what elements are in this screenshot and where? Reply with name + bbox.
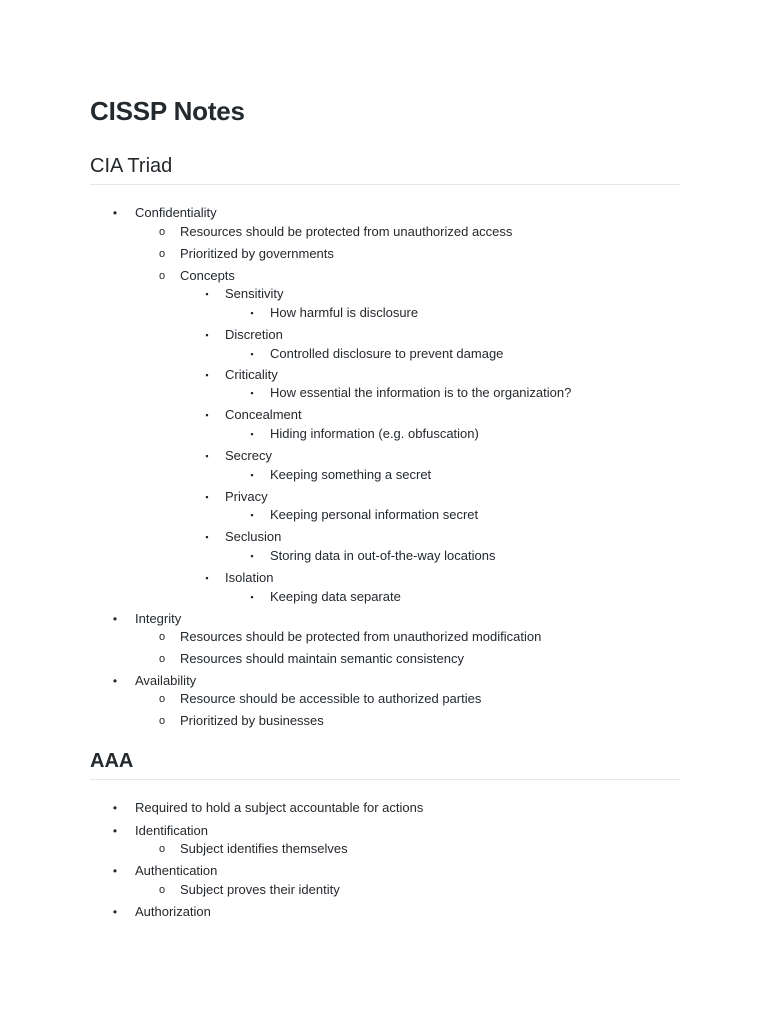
concept-label: Seclusion [225,529,282,544]
concept-label: Privacy [225,489,268,504]
list-item-accountable [90,799,690,817]
bullet-icon: • [112,824,118,838]
list-item-label: Required to hold a subject accountable for actions [135,800,424,815]
list-item [90,223,690,241]
cia-triad-list [90,204,690,730]
bullet-icon: o [158,693,166,705]
concept-description-text: Keeping data separate [270,589,401,604]
list-item-authentication [90,862,690,880]
concept-description [90,547,690,565]
list-item-availability [90,672,690,690]
list-item-label: Authorization [135,904,211,919]
concept-isolation [90,569,690,587]
bullet-icon: ▪ [250,308,254,318]
bullet-icon: • [112,864,118,878]
bullet-icon: o [158,653,166,665]
bullet-icon: o [158,248,166,260]
bullet-icon: ▪ [205,410,209,420]
list-item [90,881,690,899]
bullet-icon: • [112,674,118,688]
list-item-label: Prioritized by businesses [180,713,324,728]
concept-label: Secrecy [225,448,272,463]
bullet-icon: ▪ [205,370,209,380]
list-item-authorization [90,903,690,921]
concept-label: Isolation [225,570,274,585]
list-item-label: Integrity [135,611,182,626]
concept-secrecy [90,447,690,465]
concept-description-text: How essential the information is to the organization? [270,385,572,400]
bullet-icon: • [112,801,118,815]
list-item-label: Subject identifies themselves [180,841,348,856]
list-item-label: Resources should be protected from unauthorized access [180,224,513,239]
bullet-icon: • [112,905,118,919]
concept-privacy [90,488,690,506]
list-item-label: Authentication [135,863,218,878]
bullet-icon: ▪ [250,510,254,520]
concept-description [90,588,690,606]
list-item-label: Identification [135,823,208,838]
bullet-icon: • [112,206,118,220]
bullet-icon: o [158,270,166,282]
bullet-icon: ▪ [205,532,209,542]
concept-description [90,304,690,322]
bullet-icon: o [158,884,166,896]
list-item [90,690,690,708]
concept-description-text: Keeping something a secret [270,467,432,482]
page-title: CISSP Notes [90,96,245,126]
list-item [90,650,690,668]
list-item-label: Availability [135,673,197,688]
list-item-identification [90,822,690,840]
bullet-icon: • [112,612,118,626]
section-heading-cia-triad: CIA Triad [90,155,680,185]
list-item-label: Resources should be protected from unauthorized modification [180,629,542,644]
bullet-icon: ▪ [250,349,254,359]
bullet-icon: o [158,843,166,855]
concept-seclusion [90,528,690,546]
concept-description-text: How harmful is disclosure [270,305,419,320]
concept-label: Concealment [225,407,302,422]
list-item [90,245,690,263]
concept-description-text: Keeping personal information secret [270,507,479,522]
concept-concealment [90,406,690,424]
bullet-icon: ▪ [250,429,254,439]
aaa-list [90,799,690,921]
concept-criticality [90,366,690,384]
list-item-label: Resource should be accessible to authorized parties [180,691,482,706]
concept-description [90,425,690,443]
list-item-concepts [90,267,690,285]
section-heading-aaa: AAA [90,750,680,780]
list-item-label: Concepts [180,268,235,283]
concept-discretion [90,326,690,344]
concept-description [90,345,690,363]
bullet-icon: ▪ [250,592,254,602]
concept-description [90,466,690,484]
list-item-integrity [90,610,690,628]
concept-description-text: Controlled disclosure to prevent damage [270,346,504,361]
bullet-icon: ▪ [205,330,209,340]
concept-description [90,384,690,402]
bullet-icon: o [158,631,166,643]
concept-description-text: Hiding information (e.g. obfuscation) [270,426,479,441]
list-item-label: Resources should maintain semantic consistency [180,651,464,666]
bullet-icon: ▪ [250,551,254,561]
bullet-icon: ▪ [250,470,254,480]
list-item [90,712,690,730]
bullet-icon: ▪ [205,289,209,299]
list-item-label: Subject proves their identity [180,882,340,897]
list-item-label: Prioritized by governments [180,246,334,261]
list-item-label: Confidentiality [135,205,217,220]
concept-label: Discretion [225,327,283,342]
concept-sensitivity [90,285,690,303]
concept-description [90,506,690,524]
list-item [90,628,690,646]
bullet-icon: ▪ [250,388,254,398]
bullet-icon: o [158,715,166,727]
concept-label: Criticality [225,367,278,382]
bullet-icon: ▪ [205,492,209,502]
list-item-confidentiality [90,204,690,222]
concept-label: Sensitivity [225,286,284,301]
list-item [90,840,690,858]
concept-description-text: Storing data in out-of-the-way locations [270,548,496,563]
bullet-icon: ▪ [205,573,209,583]
bullet-icon: o [158,226,166,238]
bullet-icon: ▪ [205,451,209,461]
